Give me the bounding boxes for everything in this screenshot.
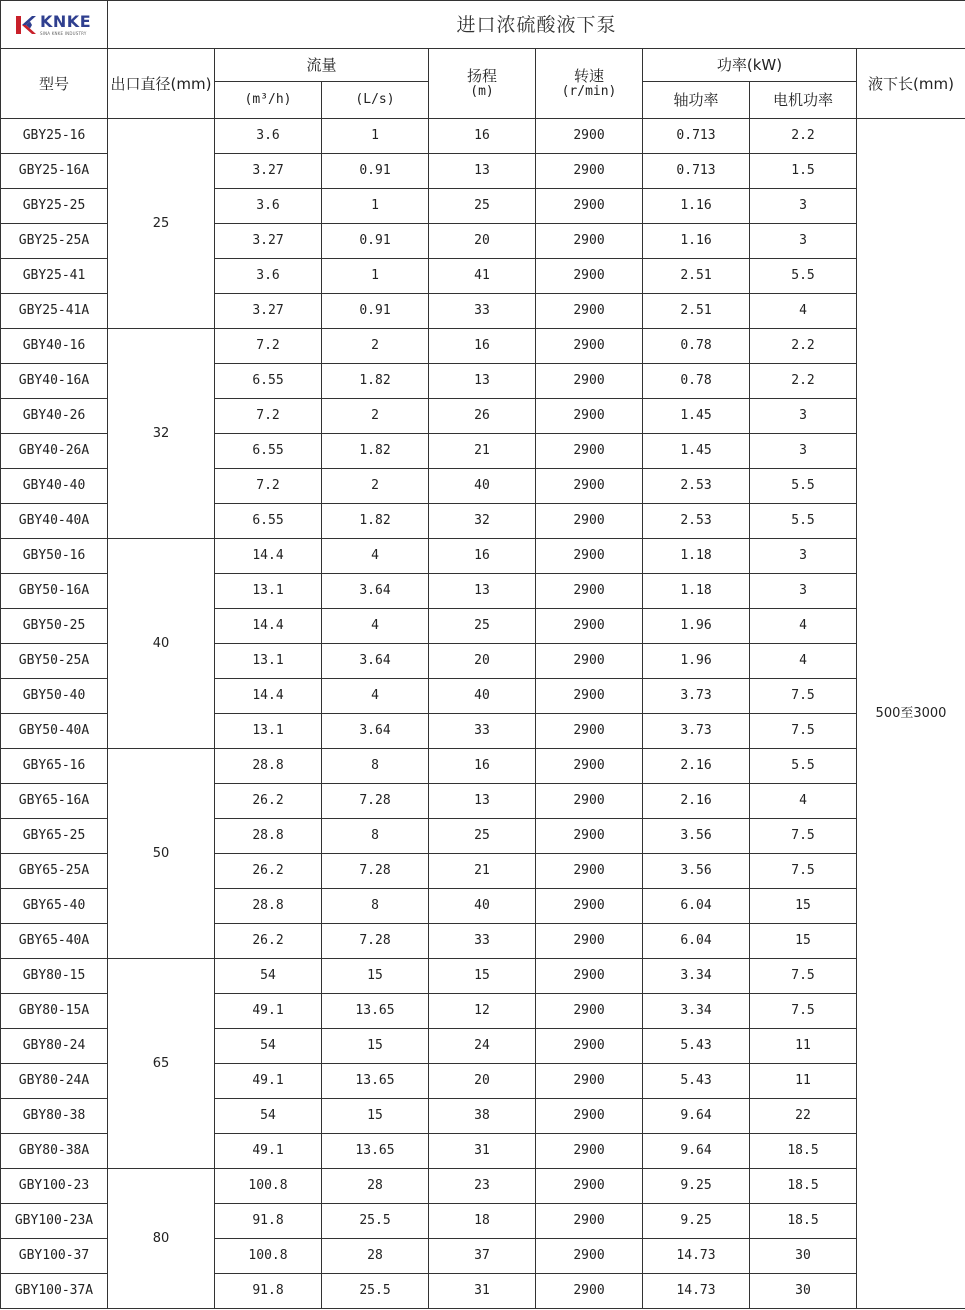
cell-shaft-power: 1.45 <box>643 434 750 469</box>
header-head <box>429 49 536 119</box>
cell-motor-power: 18.5 <box>750 1169 857 1204</box>
cell-flow-ls: 2 <box>322 399 429 434</box>
cell-motor-power: 3 <box>750 224 857 259</box>
cell-motor-power: 7.5 <box>750 819 857 854</box>
cell-motor-power: 1.5 <box>750 154 857 189</box>
cell-model: GBY80-24 <box>1 1029 108 1064</box>
cell-head: 12 <box>429 994 536 1029</box>
cell-model: GBY50-25A <box>1 644 108 679</box>
cell-model: GBY25-25 <box>1 189 108 224</box>
cell-flow-m3h: 49.1 <box>215 1134 322 1169</box>
cell-shaft-power: 2.53 <box>643 469 750 504</box>
cell-flow-ls: 8 <box>322 749 429 784</box>
cell-flow-m3h: 3.6 <box>215 119 322 154</box>
cell-outlet-diameter: 25 <box>108 119 215 329</box>
cell-head: 25 <box>429 609 536 644</box>
cell-shaft-power: 9.64 <box>643 1099 750 1134</box>
cell-submerged-length: 500至3000 <box>857 119 965 1309</box>
cell-flow-ls: 7.28 <box>322 924 429 959</box>
cell-shaft-power: 3.73 <box>643 714 750 749</box>
cell-model: GBY65-25 <box>1 819 108 854</box>
cell-flow-m3h: 7.2 <box>215 399 322 434</box>
cell-motor-power: 2.2 <box>750 119 857 154</box>
cell-shaft-power: 9.25 <box>643 1204 750 1239</box>
cell-flow-m3h: 7.2 <box>215 469 322 504</box>
cell-shaft-power: 1.18 <box>643 539 750 574</box>
cell-motor-power: 30 <box>750 1239 857 1274</box>
table-row <box>1 749 965 784</box>
cell-flow-ls: 3.64 <box>322 714 429 749</box>
cell-flow-m3h: 26.2 <box>215 854 322 889</box>
cell-speed: 2900 <box>536 854 643 889</box>
cell-speed: 2900 <box>536 1204 643 1239</box>
cell-head: 20 <box>429 644 536 679</box>
cell-head: 32 <box>429 504 536 539</box>
cell-head: 15 <box>429 959 536 994</box>
cell-head: 20 <box>429 1064 536 1099</box>
cell-flow-m3h: 3.6 <box>215 259 322 294</box>
cell-head: 16 <box>429 329 536 364</box>
cell-motor-power: 4 <box>750 784 857 819</box>
cell-shaft-power: 0.78 <box>643 364 750 399</box>
table-title: 进口浓硫酸液下泵 <box>108 1 965 49</box>
cell-model: GBY25-25A <box>1 224 108 259</box>
header-head-label: 扬程 <box>466 66 497 85</box>
cell-flow-ls: 1.82 <box>322 434 429 469</box>
cell-motor-power: 3 <box>750 539 857 574</box>
cell-outlet-diameter: 50 <box>108 749 215 959</box>
cell-speed: 2900 <box>536 644 643 679</box>
cell-speed: 2900 <box>536 679 643 714</box>
cell-motor-power: 22 <box>750 1099 857 1134</box>
cell-flow-m3h: 14.4 <box>215 679 322 714</box>
cell-head: 13 <box>429 364 536 399</box>
cell-speed: 2900 <box>536 784 643 819</box>
cell-speed: 2900 <box>536 434 643 469</box>
cell-shaft-power: 6.04 <box>643 924 750 959</box>
cell-speed: 2900 <box>536 154 643 189</box>
cell-speed: 2900 <box>536 399 643 434</box>
cell-head: 16 <box>429 749 536 784</box>
cell-speed: 2900 <box>536 749 643 784</box>
table-row <box>1 1169 965 1204</box>
cell-shaft-power: 2.51 <box>643 294 750 329</box>
cell-flow-ls: 4 <box>322 609 429 644</box>
cell-shaft-power: 0.78 <box>643 329 750 364</box>
cell-model: GBY65-16A <box>1 784 108 819</box>
cell-shaft-power: 1.18 <box>643 574 750 609</box>
cell-model: GBY100-23A <box>1 1204 108 1239</box>
cell-flow-m3h: 49.1 <box>215 994 322 1029</box>
cell-model: GBY80-38 <box>1 1099 108 1134</box>
table-body <box>1 119 965 1309</box>
cell-flow-ls: 0.91 <box>322 224 429 259</box>
cell-flow-ls: 25.5 <box>322 1204 429 1239</box>
cell-flow-ls: 13.65 <box>322 1134 429 1169</box>
cell-head: 33 <box>429 294 536 329</box>
cell-model: GBY50-16 <box>1 539 108 574</box>
cell-flow-ls: 4 <box>322 539 429 574</box>
cell-speed: 2900 <box>536 329 643 364</box>
cell-model: GBY65-25A <box>1 854 108 889</box>
cell-motor-power: 5.5 <box>750 469 857 504</box>
cell-flow-m3h: 91.8 <box>215 1274 322 1309</box>
header-submerged-length: 液下长(mm) <box>857 49 965 119</box>
cell-head: 40 <box>429 889 536 924</box>
table-row <box>1 119 965 154</box>
cell-flow-ls: 2 <box>322 329 429 364</box>
cell-flow-m3h: 6.55 <box>215 434 322 469</box>
cell-head: 31 <box>429 1134 536 1169</box>
cell-speed: 2900 <box>536 1169 643 1204</box>
cell-flow-ls: 7.28 <box>322 784 429 819</box>
cell-shaft-power: 1.96 <box>643 609 750 644</box>
cell-model: GBY100-37 <box>1 1239 108 1274</box>
cell-flow-ls: 1.82 <box>322 504 429 539</box>
cell-model: GBY65-16 <box>1 749 108 784</box>
logo-brand-text: KNKE <box>40 11 92 31</box>
cell-shaft-power: 2.53 <box>643 504 750 539</box>
cell-flow-m3h: 14.4 <box>215 539 322 574</box>
cell-motor-power: 3 <box>750 399 857 434</box>
header-shaft-power: 轴功率 <box>643 82 750 119</box>
cell-speed: 2900 <box>536 119 643 154</box>
cell-flow-m3h: 28.8 <box>215 819 322 854</box>
cell-motor-power: 2.2 <box>750 364 857 399</box>
cell-speed: 2900 <box>536 924 643 959</box>
cell-flow-ls: 1 <box>322 189 429 224</box>
cell-flow-m3h: 26.2 <box>215 784 322 819</box>
cell-flow-ls: 28 <box>322 1169 429 1204</box>
cell-model: GBY40-40A <box>1 504 108 539</box>
cell-flow-ls: 13.65 <box>322 994 429 1029</box>
cell-model: GBY100-23 <box>1 1169 108 1204</box>
cell-model: GBY100-37A <box>1 1274 108 1309</box>
cell-motor-power: 7.5 <box>750 854 857 889</box>
cell-shaft-power: 1.16 <box>643 224 750 259</box>
cell-flow-m3h: 100.8 <box>215 1239 322 1274</box>
cell-speed: 2900 <box>536 1064 643 1099</box>
cell-motor-power: 30 <box>750 1274 857 1309</box>
cell-flow-m3h: 7.2 <box>215 329 322 364</box>
cell-head: 40 <box>429 679 536 714</box>
logo-tagline: SINA KNKE INDUSTRY <box>40 30 87 36</box>
cell-head: 18 <box>429 1204 536 1239</box>
cell-shaft-power: 14.73 <box>643 1274 750 1309</box>
cell-flow-m3h: 13.1 <box>215 714 322 749</box>
cell-head: 16 <box>429 119 536 154</box>
cell-motor-power: 7.5 <box>750 959 857 994</box>
cell-flow-m3h: 28.8 <box>215 889 322 924</box>
cell-flow-m3h: 6.55 <box>215 504 322 539</box>
cell-model: GBY80-38A <box>1 1134 108 1169</box>
cell-flow-ls: 28 <box>322 1239 429 1274</box>
cell-flow-m3h: 54 <box>215 959 322 994</box>
cell-model: GBY40-16 <box>1 329 108 364</box>
table-row <box>1 959 965 994</box>
cell-head: 33 <box>429 714 536 749</box>
header-outlet-diameter: 出口直径(mm) <box>108 49 215 119</box>
cell-flow-m3h: 28.8 <box>215 749 322 784</box>
cell-head: 37 <box>429 1239 536 1274</box>
cell-flow-m3h: 6.55 <box>215 364 322 399</box>
cell-speed: 2900 <box>536 574 643 609</box>
cell-motor-power: 7.5 <box>750 714 857 749</box>
cell-flow-ls: 2 <box>322 469 429 504</box>
cell-flow-ls: 15 <box>322 959 429 994</box>
header-flow-m3h: (m³/h) <box>215 82 322 119</box>
cell-motor-power: 7.5 <box>750 679 857 714</box>
knke-logo-icon <box>15 14 37 36</box>
cell-head: 13 <box>429 574 536 609</box>
cell-flow-ls: 3.64 <box>322 644 429 679</box>
cell-head: 25 <box>429 189 536 224</box>
cell-outlet-diameter: 65 <box>108 959 215 1169</box>
cell-flow-m3h: 13.1 <box>215 644 322 679</box>
cell-shaft-power: 2.16 <box>643 784 750 819</box>
table-row <box>1 329 965 364</box>
cell-flow-m3h: 49.1 <box>215 1064 322 1099</box>
cell-motor-power: 4 <box>750 294 857 329</box>
cell-head: 13 <box>429 154 536 189</box>
cell-speed: 2900 <box>536 539 643 574</box>
cell-speed: 2900 <box>536 1274 643 1309</box>
cell-head: 13 <box>429 784 536 819</box>
cell-head: 23 <box>429 1169 536 1204</box>
cell-model: GBY40-26A <box>1 434 108 469</box>
cell-motor-power: 5.5 <box>750 504 857 539</box>
cell-speed: 2900 <box>536 469 643 504</box>
cell-outlet-diameter: 80 <box>108 1169 215 1309</box>
cell-flow-ls: 25.5 <box>322 1274 429 1309</box>
cell-motor-power: 15 <box>750 889 857 924</box>
cell-motor-power: 11 <box>750 1064 857 1099</box>
cell-model: GBY50-40A <box>1 714 108 749</box>
cell-speed: 2900 <box>536 609 643 644</box>
cell-flow-m3h: 13.1 <box>215 574 322 609</box>
cell-shaft-power: 3.73 <box>643 679 750 714</box>
cell-model: GBY25-16 <box>1 119 108 154</box>
cell-flow-m3h: 26.2 <box>215 924 322 959</box>
cell-motor-power: 7.5 <box>750 994 857 1029</box>
cell-speed: 2900 <box>536 504 643 539</box>
cell-head: 21 <box>429 854 536 889</box>
cell-flow-m3h: 3.27 <box>215 154 322 189</box>
cell-model: GBY80-24A <box>1 1064 108 1099</box>
cell-speed: 2900 <box>536 1134 643 1169</box>
cell-model: GBY80-15 <box>1 959 108 994</box>
cell-shaft-power: 3.34 <box>643 959 750 994</box>
cell-motor-power: 18.5 <box>750 1134 857 1169</box>
header-model: 型号 <box>1 49 108 119</box>
cell-flow-m3h: 14.4 <box>215 609 322 644</box>
cell-shaft-power: 6.04 <box>643 889 750 924</box>
cell-flow-m3h: 3.6 <box>215 189 322 224</box>
cell-motor-power: 11 <box>750 1029 857 1064</box>
cell-model: GBY80-15A <box>1 994 108 1029</box>
header-speed-label: 转速 <box>573 66 604 85</box>
cell-model: GBY25-16A <box>1 154 108 189</box>
cell-flow-m3h: 91.8 <box>215 1204 322 1239</box>
cell-shaft-power: 3.56 <box>643 819 750 854</box>
cell-model: GBY40-26 <box>1 399 108 434</box>
cell-shaft-power: 9.64 <box>643 1134 750 1169</box>
cell-flow-ls: 8 <box>322 889 429 924</box>
cell-speed: 2900 <box>536 1099 643 1134</box>
cell-flow-ls: 15 <box>322 1099 429 1134</box>
table-row <box>1 539 965 574</box>
cell-flow-ls: 1 <box>322 119 429 154</box>
cell-model: GBY40-16A <box>1 364 108 399</box>
cell-motor-power: 18.5 <box>750 1204 857 1239</box>
cell-flow-ls: 8 <box>322 819 429 854</box>
cell-motor-power: 5.5 <box>750 259 857 294</box>
cell-motor-power: 3 <box>750 434 857 469</box>
cell-model: GBY50-16A <box>1 574 108 609</box>
cell-shaft-power: 9.25 <box>643 1169 750 1204</box>
cell-flow-ls: 7.28 <box>322 854 429 889</box>
cell-speed: 2900 <box>536 294 643 329</box>
cell-speed: 2900 <box>536 889 643 924</box>
cell-flow-m3h: 100.8 <box>215 1169 322 1204</box>
cell-speed: 2900 <box>536 994 643 1029</box>
cell-shaft-power: 5.43 <box>643 1029 750 1064</box>
cell-flow-m3h: 3.27 <box>215 224 322 259</box>
cell-speed: 2900 <box>536 224 643 259</box>
cell-head: 31 <box>429 1274 536 1309</box>
cell-speed: 2900 <box>536 959 643 994</box>
cell-speed: 2900 <box>536 714 643 749</box>
cell-flow-ls: 13.65 <box>322 1064 429 1099</box>
cell-shaft-power: 0.713 <box>643 119 750 154</box>
header-flow: 流量 <box>215 49 429 82</box>
cell-motor-power: 3 <box>750 189 857 224</box>
cell-motor-power: 4 <box>750 609 857 644</box>
cell-flow-ls: 15 <box>322 1029 429 1064</box>
company-logo <box>1 11 107 36</box>
cell-flow-ls: 4 <box>322 679 429 714</box>
cell-outlet-diameter: 32 <box>108 329 215 539</box>
cell-speed: 2900 <box>536 1029 643 1064</box>
cell-outlet-diameter: 40 <box>108 539 215 749</box>
cell-model: GBY25-41A <box>1 294 108 329</box>
header-motor-power: 电机功率 <box>750 82 857 119</box>
cell-motor-power: 15 <box>750 924 857 959</box>
cell-model: GBY50-40 <box>1 679 108 714</box>
cell-speed: 2900 <box>536 189 643 224</box>
cell-model: GBY65-40 <box>1 889 108 924</box>
cell-shaft-power: 14.73 <box>643 1239 750 1274</box>
cell-head: 25 <box>429 819 536 854</box>
cell-flow-ls: 3.64 <box>322 574 429 609</box>
cell-model: GBY25-41 <box>1 259 108 294</box>
header-speed-unit: (r/min) <box>561 83 617 99</box>
cell-motor-power: 5.5 <box>750 749 857 784</box>
cell-head: 41 <box>429 259 536 294</box>
cell-flow-ls: 0.91 <box>322 154 429 189</box>
cell-motor-power: 2.2 <box>750 329 857 364</box>
cell-shaft-power: 2.16 <box>643 749 750 784</box>
cell-speed: 2900 <box>536 1239 643 1274</box>
cell-head: 26 <box>429 399 536 434</box>
cell-flow-ls: 1.82 <box>322 364 429 399</box>
cell-head: 21 <box>429 434 536 469</box>
cell-head: 16 <box>429 539 536 574</box>
cell-flow-m3h: 54 <box>215 1029 322 1064</box>
cell-model: GBY65-40A <box>1 924 108 959</box>
logo-cell <box>1 1 108 49</box>
cell-head: 20 <box>429 224 536 259</box>
header-speed <box>536 49 643 119</box>
cell-shaft-power: 3.56 <box>643 854 750 889</box>
cell-motor-power: 3 <box>750 574 857 609</box>
cell-shaft-power: 1.45 <box>643 399 750 434</box>
cell-flow-ls: 1 <box>322 259 429 294</box>
cell-shaft-power: 1.96 <box>643 644 750 679</box>
cell-shaft-power: 5.43 <box>643 1064 750 1099</box>
header-power: 功率(kW) <box>643 49 857 82</box>
cell-shaft-power: 3.34 <box>643 994 750 1029</box>
cell-head: 38 <box>429 1099 536 1134</box>
cell-shaft-power: 2.51 <box>643 259 750 294</box>
header-flow-ls: (L/s) <box>322 82 429 119</box>
cell-flow-m3h: 54 <box>215 1099 322 1134</box>
header-head-unit: (m) <box>470 83 494 99</box>
cell-shaft-power: 1.16 <box>643 189 750 224</box>
cell-flow-m3h: 3.27 <box>215 294 322 329</box>
cell-speed: 2900 <box>536 364 643 399</box>
cell-head: 33 <box>429 924 536 959</box>
cell-speed: 2900 <box>536 259 643 294</box>
cell-shaft-power: 0.713 <box>643 154 750 189</box>
cell-speed: 2900 <box>536 819 643 854</box>
cell-motor-power: 4 <box>750 644 857 679</box>
cell-model: GBY50-25 <box>1 609 108 644</box>
cell-head: 40 <box>429 469 536 504</box>
cell-model: GBY40-40 <box>1 469 108 504</box>
cell-flow-ls: 0.91 <box>322 294 429 329</box>
cell-head: 24 <box>429 1029 536 1064</box>
